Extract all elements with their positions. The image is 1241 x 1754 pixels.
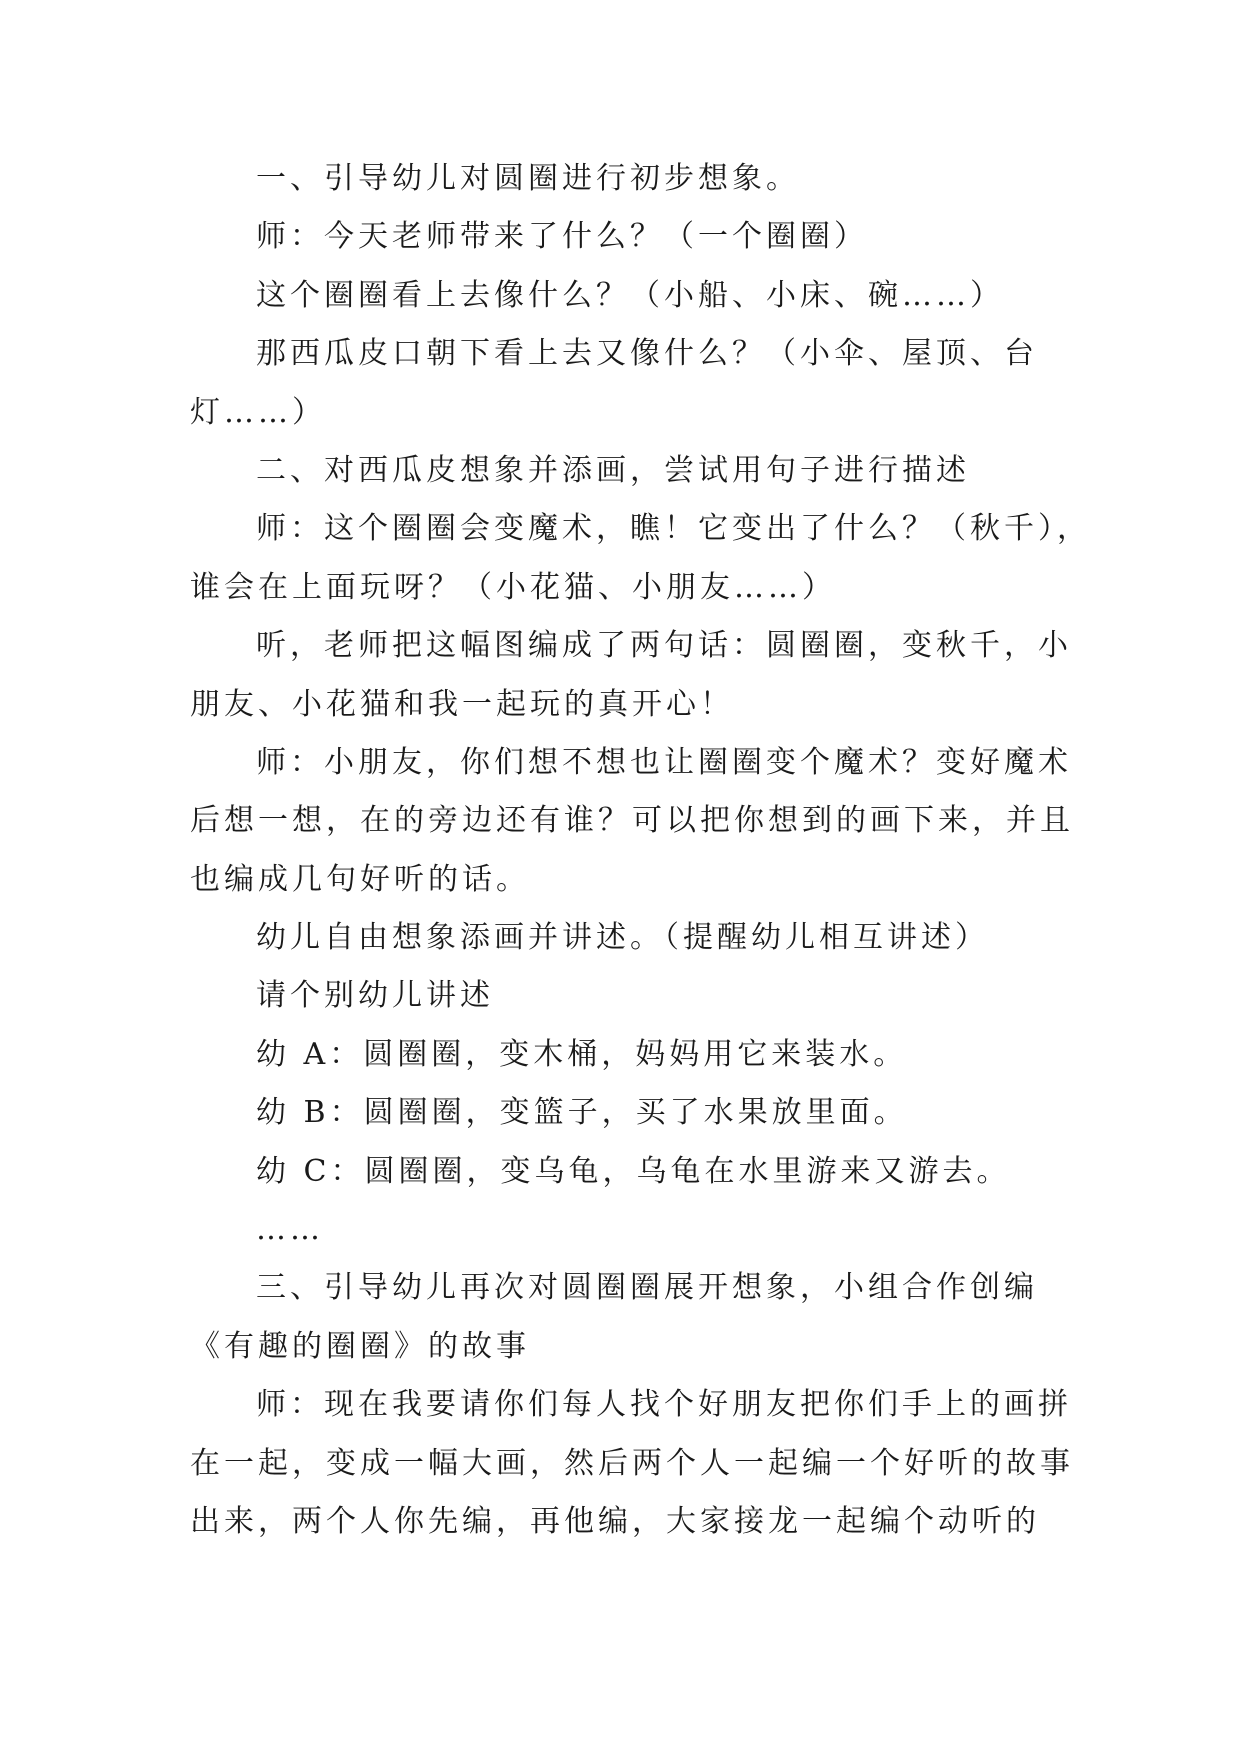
- paragraph-line: 那西瓜皮口朝下看上去又像什么？（小伞、屋顶、台: [256, 336, 1038, 372]
- paragraph-line: 师：现在我要请你们每人找个好朋友把你们手上的画拼: [256, 1387, 1072, 1423]
- paragraph-line: 幼儿自由想象添画并讲述。（提醒幼儿相互讲述）: [256, 920, 989, 956]
- paragraph-line: 幼 C：圆圈圈，变乌龟，乌龟在水里游来又游去。: [256, 1153, 1011, 1189]
- section-heading-1: 一、引导幼儿对圆圈进行初步想象。: [256, 161, 800, 196]
- paragraph-line: 幼 B：圆圈圈，变篮子，买了水果放里面。: [256, 1095, 908, 1131]
- paragraph-line: 朋友、小花猫和我一起玩的真开心！: [190, 686, 734, 722]
- paragraph-line: 《有趣的圈圈》的故事: [190, 1328, 530, 1364]
- paragraph-line: 谁会在上面玩呀？（小花猫、小朋友……）: [190, 569, 836, 605]
- paragraph-line: 出来，两个人你先编，再他编，大家接龙一起编个动听的: [190, 1503, 1040, 1539]
- paragraph-line: 这个圈圈看上去像什么？（小船、小床、碗……）: [256, 277, 1004, 313]
- paragraph-line: 师：小朋友，你们想不想也让圈圈变个魔术？变好魔术: [256, 744, 1072, 780]
- paragraph-line: 听，老师把这幅图编成了两句话：圆圈圈，变秋千，小: [256, 628, 1072, 664]
- paragraph-line: 幼 A：圆圈圈，变木桶，妈妈用它来装水。: [256, 1036, 908, 1072]
- paragraph-line: 也编成几句好听的话。: [190, 861, 530, 897]
- document-body: [190, 150, 1091, 1551]
- section-heading-2: 二、对西瓜皮想象并添画，尝试用句子进行描述: [256, 452, 970, 488]
- paragraph-line: 在一起，变成一幅大画，然后两个人一起编一个好听的故事: [190, 1445, 1074, 1481]
- paragraph-line: 请个别幼儿讲述: [256, 978, 494, 1014]
- ellipsis-line: ……: [256, 1212, 324, 1248]
- paragraph-line: 师：这个圈圈会变魔术，瞧！它变出了什么？（秋千），: [256, 511, 1091, 547]
- section-heading-3: 三、引导幼儿再次对圆圈圈展开想象，小组合作创编: [256, 1270, 1038, 1306]
- paragraph-line: 师：今天老师带来了什么？（一个圈圈）: [256, 219, 868, 255]
- paragraph-line: 灯……）: [190, 394, 326, 430]
- paragraph-line: 后想一想，在的旁边还有谁？可以把你想到的画下来，并且: [190, 803, 1074, 839]
